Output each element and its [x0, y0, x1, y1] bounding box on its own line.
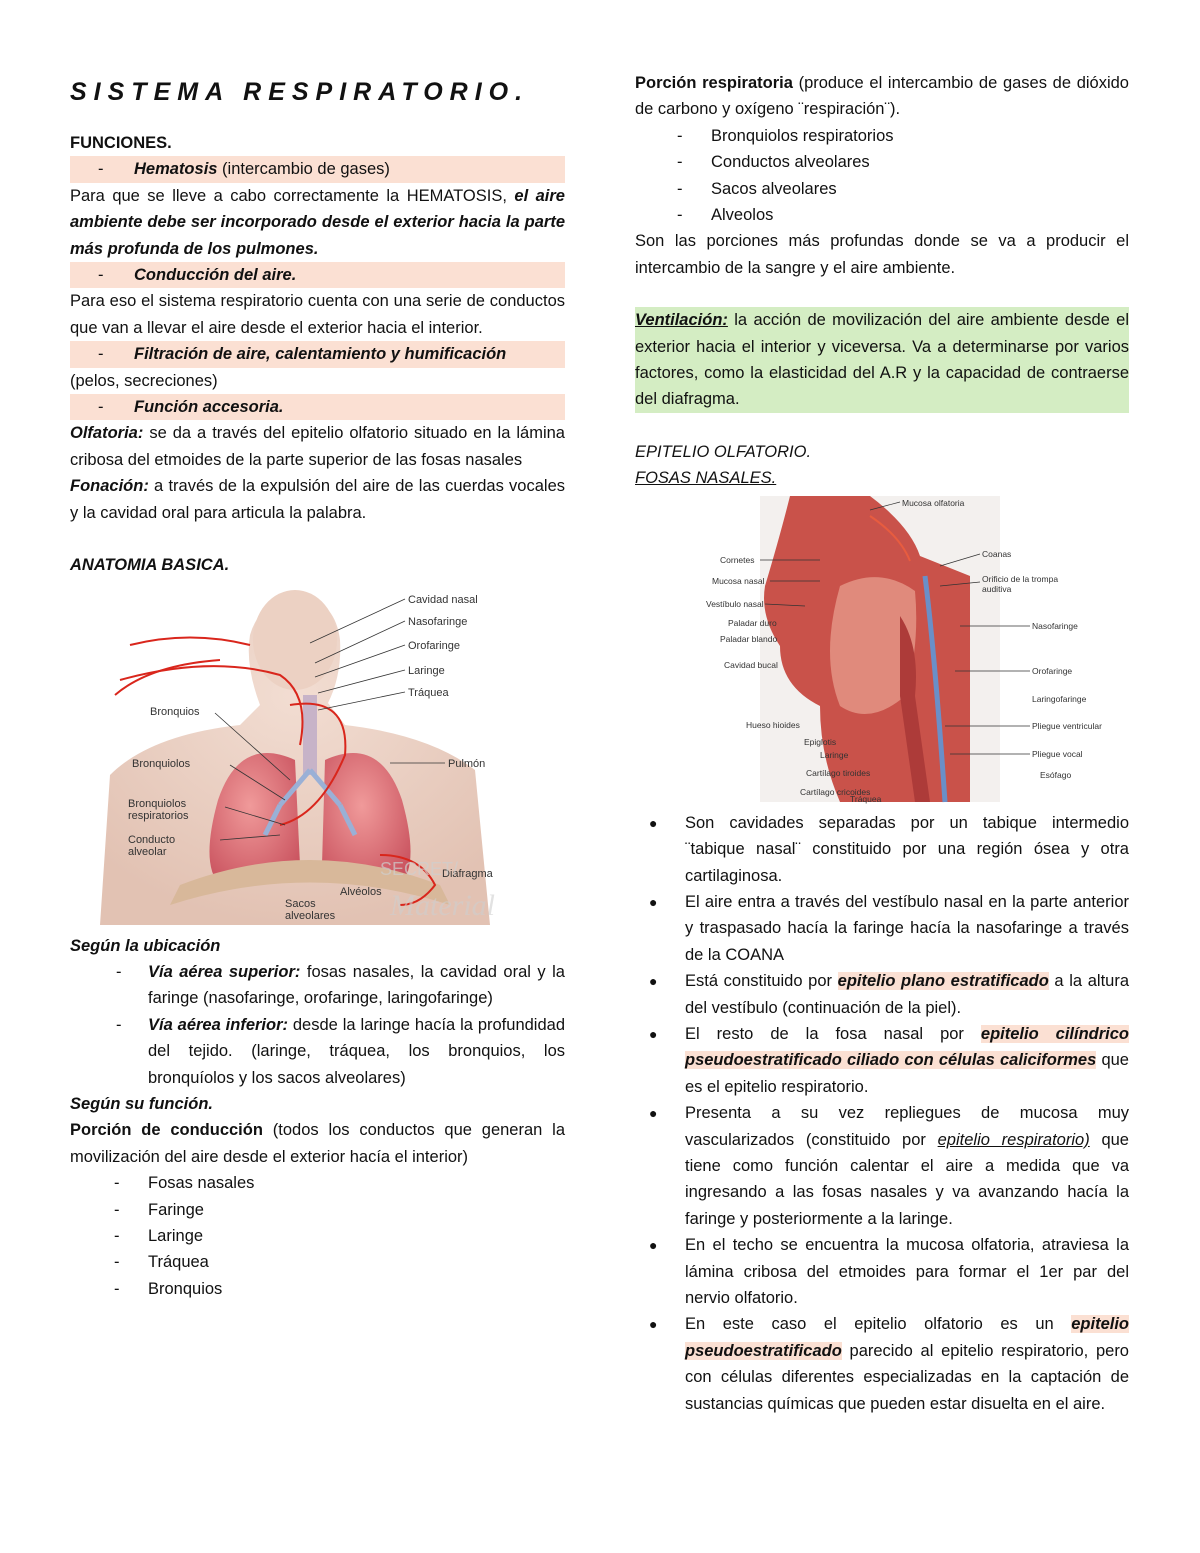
fonacion-text: a través de la expulsión del aire de las cuerdas vocales y la cavidad oral para articula la palabra.	[70, 477, 565, 522]
porcion-conduccion-term: Porción de conducción	[70, 1121, 263, 1140]
nasal-cavity-figure	[670, 496, 1129, 802]
conduccion-term: Conducción del aire.	[134, 266, 297, 285]
label-esofago: Esófago	[1040, 769, 1072, 780]
via-inferior-item	[70, 1012, 565, 1091]
epitelio-heading: EPITELIO OLFATORIO.	[635, 442, 812, 461]
list-item	[635, 968, 1129, 1021]
label-bronquiolos: Bronquiolos	[132, 757, 191, 770]
bullet-icon: ●	[649, 1105, 658, 1122]
list-item-text: Conductos alveolares	[711, 153, 870, 172]
via-superior-text: fosas nasales, la cavidad oral y la faringe (nasofaringe, orofaringe, laringofaringe)	[148, 962, 565, 1008]
dash: -	[98, 266, 104, 285]
label-traquea: Tráquea	[850, 793, 882, 804]
accesoria-term: Función accesoria.	[134, 398, 284, 417]
bullet-list	[635, 810, 1129, 1417]
hematosis-paragraph	[70, 183, 565, 262]
bullet-icon: ●	[649, 1237, 658, 1254]
bullet-icon: ●	[649, 893, 658, 910]
list-item	[70, 1197, 565, 1223]
filtracion-paragraph: (pelos, secreciones)	[70, 371, 218, 390]
label-auditiva: auditiva	[982, 583, 1012, 594]
hematosis-text-a: Para que se lleve a cabo correctamente la HEMATOSIS,	[70, 186, 515, 205]
fonacion-paragraph	[70, 473, 565, 526]
label-laringe: Laringe	[408, 664, 445, 677]
label-traquea: Tráquea	[408, 686, 449, 699]
label-pulmon: Pulmón	[448, 757, 486, 770]
conduccion-item	[70, 262, 565, 288]
respiratory-anatomy-illustration	[90, 585, 510, 925]
label-diafragma: Diafragma	[442, 867, 493, 880]
dash: -	[677, 179, 683, 198]
list-item-text: Bronquiolos respiratorios	[711, 126, 894, 145]
list-item	[70, 1170, 565, 1196]
list-item	[70, 1223, 565, 1249]
label-alveolos: Alvéolos	[340, 885, 382, 898]
label-pliegue-vocal: Pliegue vocal	[1032, 748, 1083, 759]
list-item	[635, 202, 1129, 228]
dash: -	[98, 398, 104, 417]
label-orofaringe: Orofaringe	[408, 639, 460, 652]
dash: -	[114, 1174, 120, 1193]
via-inferior-term: Vía aérea inferior:	[148, 1015, 288, 1034]
accesoria-item	[70, 394, 565, 420]
filtracion-item	[70, 341, 565, 367]
olfatoria-paragraph	[70, 420, 565, 473]
label-sacos-1: Sacos	[285, 897, 316, 910]
label-bronquios: Bronquios	[150, 705, 200, 718]
list-item	[70, 1249, 565, 1275]
conduccion-funcion-paragraph	[70, 1117, 565, 1170]
list-item	[635, 810, 1129, 889]
label-mucosa-olfatoria: Mucosa olfatoria	[902, 497, 965, 508]
dash: -	[114, 1200, 120, 1219]
bullet-text: que tiene como función calentar el aire a medida que va ingresando a las fosas nasales y va avanzando hacía la faringe y posteriormente a la laringe.	[685, 1130, 1129, 1228]
label-orificio-trompa: Orificio de la trompa	[982, 573, 1059, 584]
filtracion-term: Filtración de aire, calentamiento y humificación	[134, 345, 507, 364]
label-paladar-blando: Paladar blando	[720, 633, 778, 644]
bullet-text: a la altura del vestíbulo (continuación de la piel).	[685, 972, 1129, 1017]
bullet-text: Presenta a su vez repliegues de mucosa muy vascularizados (constituido por	[685, 1104, 1129, 1149]
list-item-text: Alveolos	[711, 206, 774, 225]
nasal-cavity-illustration	[670, 496, 1102, 804]
dash: -	[677, 206, 683, 225]
label-sacos-2: alveolares	[285, 909, 336, 922]
anatomia-heading: ANATOMIA BASICA.	[70, 556, 230, 575]
list-item-text: Tráquea	[148, 1253, 209, 1272]
label-hueso-hioides: Hueso hioides	[746, 719, 800, 730]
via-inferior-text: desde la laringe hacía la profundidad del tejido. (laringe, tráquea, los bronquios, los bronquíolos y los sacos alveolares)	[148, 1015, 565, 1087]
via-superior-term: Vía aérea superior:	[148, 962, 301, 981]
label-nasofaringe: Nasofaringe	[408, 615, 468, 628]
list-item-text: Fosas nasales	[148, 1174, 255, 1193]
bullet-text: En el techo se encuentra la mucosa olfatoria, atraviesa la lámina cribosa del etmoides para formar el 1er par del nervio olfatorio.	[685, 1236, 1129, 1307]
respiratoria-list	[635, 123, 1129, 229]
label-cavidad-nasal: Cavidad nasal	[408, 593, 478, 606]
ventilacion-box	[635, 307, 1129, 413]
porcion-respiratoria-term: Porción respiratoria	[635, 74, 793, 92]
bullet-text: Son cavidades separadas por un tabique intermedio ¨tabique nasal¨ constituido por una región ósea y otra cartilaginosa.	[685, 813, 1129, 885]
label-nasofaringe: Nasofaringe	[1032, 620, 1078, 631]
label-vestibulo-nasal: Vestíbulo nasal	[706, 598, 764, 609]
label-coanas: Coanas	[982, 548, 1012, 559]
right-column	[635, 70, 1129, 1417]
via-superior-item	[70, 959, 565, 1012]
porcion-respiratoria-text: (produce el intercambio de gases de dióxido de carbono y oxígeno ¨respiración¨).	[635, 74, 1129, 119]
dash: -	[677, 153, 683, 172]
conduccion-list	[70, 1170, 565, 1302]
bullet-icon: ●	[649, 973, 658, 990]
label-laringofaringe: Laringofaringe	[1032, 693, 1087, 704]
bullet-text: que es el epitelio respiratorio.	[685, 1051, 1129, 1096]
porcion-conduccion-text: (todos los conductos que generan la movilización del aire desde el exterior hacía el interior)	[70, 1121, 566, 1166]
bullet-emphasis: epitelio cilíndrico pseudoestratificado ciliado con células caliciformes	[685, 1024, 1129, 1070]
list-item	[635, 1100, 1129, 1232]
label-conducto-1: Conducto	[128, 833, 176, 846]
list-item	[635, 176, 1129, 202]
ventilacion-term: Ventilación:	[635, 311, 728, 330]
bullet-text: Está constituido por	[685, 972, 838, 991]
left-column	[70, 70, 565, 1302]
list-item-text: Sacos alveolares	[711, 179, 837, 198]
bullet-text: El resto de la fosa nasal por	[685, 1024, 981, 1043]
dash: -	[98, 160, 104, 179]
label-pliegue-ventricular: Pliegue ventricular	[1032, 720, 1102, 731]
hematosis-text-b: el aire ambiente debe ser incorporado desde el exterior hacia la parte más profunda de los pulmones.	[70, 186, 565, 258]
hematosis-item	[70, 156, 565, 182]
bullet-icon: ●	[649, 1025, 658, 1042]
label-epiglotis: Epiglotis	[804, 736, 837, 747]
label-orofaringe: Orofaringe	[1032, 665, 1073, 676]
ubicacion-heading: Según la ubicación	[70, 936, 221, 955]
list-item	[635, 889, 1129, 968]
dash: -	[677, 126, 683, 145]
bullet-text: parecido al epitelio respiratorio, pero con células diferentes especializadas en la captación de sustancias químicas que pueden estar disuelta en el aire.	[685, 1341, 1129, 1413]
olfatoria-text: se da a través del epitelio olfatorio situado en la lámina cribosa del etmoides de la parte superior de las fosas nasales	[70, 424, 565, 469]
list-item-text: Laringe	[148, 1226, 204, 1245]
list-item	[635, 1311, 1129, 1417]
list-item	[635, 123, 1129, 149]
hematosis-rest: (intercambio de gases)	[217, 160, 390, 179]
olfatoria-term: Olfatoria:	[70, 424, 144, 443]
dash: -	[98, 345, 104, 364]
bullet-emphasis: epitelio pseudoestratificado	[685, 1315, 1129, 1360]
bullet-emphasis: epitelio plano estratificado	[837, 972, 1049, 991]
anatomy-figure	[90, 585, 565, 925]
fosas-heading: FOSAS NASALES.	[635, 469, 777, 488]
label-cartilago-cricoides: Cartílago cricoides	[800, 786, 871, 797]
label-cartilago-tiroides: Cartílago tiroides	[806, 767, 871, 778]
bullet-icon: ●	[649, 814, 658, 831]
dash: -	[114, 1279, 120, 1298]
respiratoria-paragraph	[635, 70, 1129, 123]
label-bronquiolos-resp-1: Bronquiolos	[128, 797, 187, 810]
list-item-text: Faringe	[148, 1200, 204, 1219]
watermark-2: Material	[390, 888, 495, 922]
dash: -	[114, 1253, 120, 1272]
page-title: SISTEMA RESPIRATORIO.	[70, 78, 530, 106]
label-cavidad-bucal: Cavidad bucal	[724, 659, 778, 670]
label-mucosa-nasal: Mucosa nasal	[712, 575, 765, 586]
list-item	[70, 1276, 565, 1302]
bullet-icon: ●	[649, 1316, 658, 1333]
bullet-emphasis: epitelio respiratorio)	[937, 1130, 1090, 1149]
label-laringe: Laringe	[820, 749, 849, 760]
hematosis-term: Hematosis	[134, 160, 218, 179]
label-bronquiolos-resp-2: respiratorios	[128, 809, 189, 822]
list-item-text: Bronquios	[148, 1279, 223, 1298]
label-cornetes: Cornetes	[720, 554, 755, 565]
funcion-heading: Según su función.	[70, 1094, 213, 1113]
bullet-text: El aire entra a través del vestíbulo nasal en la parte anterior y traspasado hacía la faringe hacía la nasofaringe a través de la COANA	[685, 892, 1129, 964]
label-paladar-duro: Paladar duro	[728, 617, 777, 628]
fonacion-term: Fonación:	[70, 477, 149, 496]
watermark-1: SECRET/	[380, 858, 459, 879]
list-item	[635, 1232, 1129, 1311]
bullet-text: En este caso el epitelio olfatorio es un	[685, 1315, 1072, 1334]
dash: -	[114, 1226, 120, 1245]
list-item	[635, 149, 1129, 175]
funciones-heading: FUNCIONES.	[70, 134, 172, 152]
dash: -	[116, 962, 122, 981]
respiratoria-note: Son las porciones más profundas donde se va a producir el intercambio de la sangre y el aire ambiente.	[635, 232, 1129, 277]
ventilacion-text: la acción de movilización del aire ambiente desde el exterior hacia el interior y viceversa. Va a determinarse por varios factores, como la elasticidad del A.R y la capacidad de contraerse del diafragma.	[635, 311, 1129, 409]
dash: -	[116, 1015, 122, 1034]
list-item	[635, 1021, 1129, 1100]
conduccion-paragraph: Para eso el sistema respiratorio cuenta con una serie de conductos que van a llevar el aire desde el exterior hacia el interior.	[70, 292, 565, 337]
label-conducto-2: alveolar	[128, 845, 167, 858]
